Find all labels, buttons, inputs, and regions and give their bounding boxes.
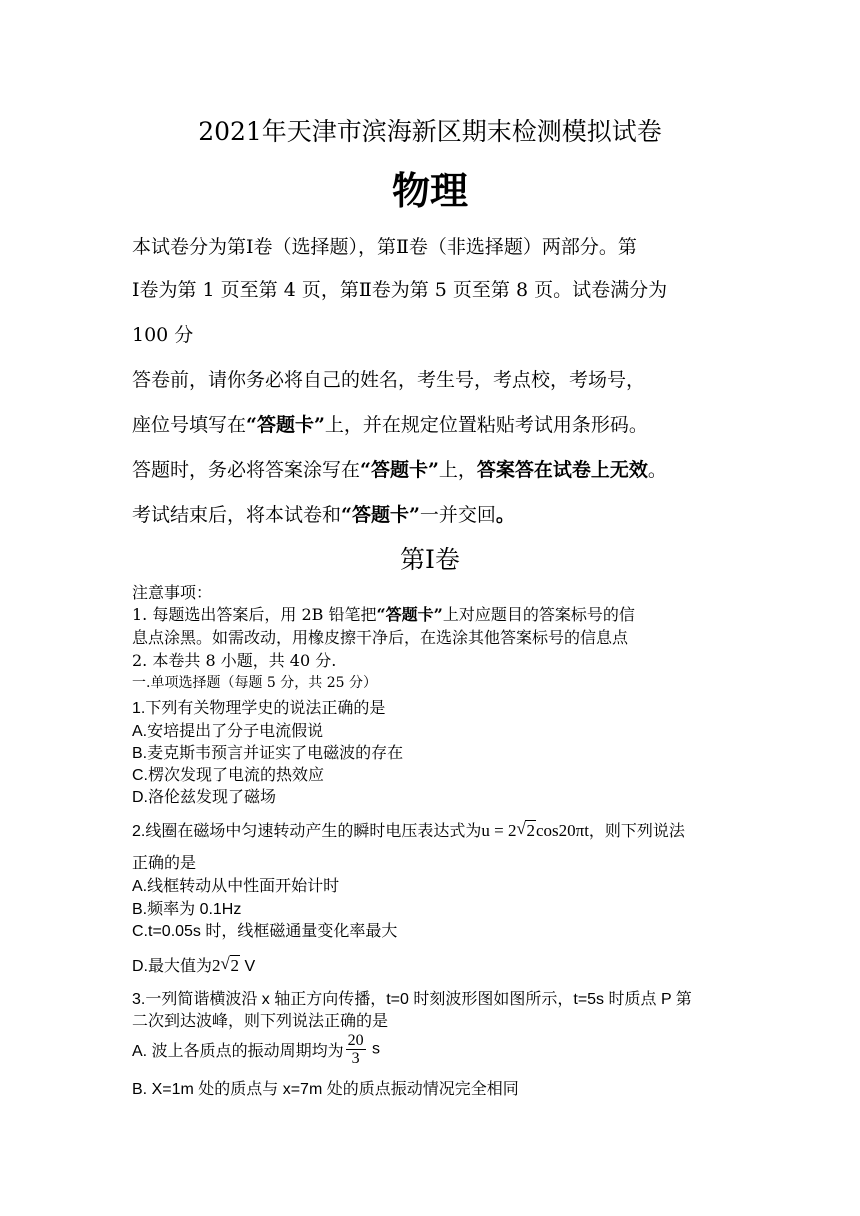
intro-line-4: 答卷前，请你务必将自己的姓名，考生号，考点校，考场号， (132, 369, 646, 391)
q2-option-b: B.频率为 0.1Hz (132, 901, 242, 918)
answer-card-term: “答题卡” (376, 605, 443, 624)
answer-card-term: “答题卡” (360, 459, 439, 481)
answer-card-term: “答题卡” (246, 414, 325, 436)
intro-line-3: 100 分 (132, 324, 194, 346)
q3-stem: 3.一列简谐横波沿 x 轴正方向传播，t=0 时刻波形图如图所示，t=5s 时质点 P 第 (132, 991, 692, 1008)
notice-title: 注意事项： (132, 583, 213, 602)
part-heading: 一.单项选择题（每题 5 分，共 25 分） (132, 675, 377, 691)
q2-formula: u = 2 √ 2cos20πt (481, 819, 589, 840)
q1-option-b: B.麦克斯韦预言并证实了电磁波的存在 (132, 745, 404, 762)
intro-text: 答题时，务必将答案涂写在 (132, 459, 361, 481)
q1-stem: 1.下列有关物理学史的说法正确的是 (132, 700, 386, 717)
intro-line-6 (132, 455, 667, 482)
q2-max-formula: 2 √ 2 (212, 954, 240, 975)
intro-line-7 (132, 500, 515, 527)
subject-heading: 物理 (391, 168, 468, 213)
q2-stem (132, 818, 685, 841)
invalid-warning: 答案答在试卷上无效 (476, 459, 648, 481)
q2-option-d: D.最大值为2 √ 2 V (132, 954, 256, 975)
intro-text: 考试结束后，将本试卷和 (132, 504, 342, 526)
sqrt-symbol: √ 2 (516, 819, 535, 840)
intro-text: 一并交回 (419, 504, 496, 526)
notice-item-1 (132, 602, 635, 625)
intro-text: 上， (438, 459, 477, 481)
q2-stem-text: 2.线圈在磁场中匀速转动产生的瞬时电压表达式为 (132, 823, 482, 840)
q2-stem-cont: 正确的是 (132, 855, 197, 872)
q1-option-d: D.洛伦兹发现了磁场 (132, 789, 277, 806)
q3-option-a: A. 波上各质点的振动周期均为 $\frac{20}{3}$ s (132, 1032, 381, 1067)
intro-text: 。 (495, 504, 515, 526)
intro-line-2: Ⅰ卷为第 1 页至第 4 页，第Ⅱ卷为第 5 页至第 8 页。试卷满分为 (132, 279, 668, 301)
notice-item-2: 2. 本卷共 8 小题，共 40 分. (132, 651, 337, 670)
q2-option-c: C.t=0.05s 时，线框磁通量变化率最大 (132, 923, 398, 940)
q2-option-a: A.线框转动从中性面开始计时 (132, 878, 340, 895)
notice-item-1-cont: 息点涂黑。如需改动，用橡皮擦干净后，在选涂其他答案标号的信息点 (132, 628, 629, 647)
q3-stem-cont: 二次到达波峰，则下列说法正确的是 (132, 1013, 389, 1030)
fraction: $\frac{20}{3}$ (347, 1032, 364, 1067)
q1-option-a: A.安培提出了分子电流假说 (132, 723, 324, 740)
intro-text: 上，并在规定位置粘贴考试用条形码。 (324, 414, 648, 436)
intro-text: 。 (647, 459, 667, 481)
sqrt-symbol: √ 2 (220, 954, 240, 975)
intro-line-1: 本试卷分为第Ⅰ卷（选择题），第Ⅱ卷（非选择题）两部分。第 (132, 236, 637, 258)
answer-card-term: “答题卡” (341, 504, 420, 526)
q1-option-c: C.楞次发现了电流的热效应 (132, 767, 325, 784)
section-title: 第Ⅰ卷 (400, 545, 460, 574)
q2-stem-text: ，则下列说法 (588, 823, 685, 840)
intro-text: 座位号填写在 (132, 414, 247, 436)
notice-text: 上对应题目的答案标号的信 (442, 605, 635, 624)
intro-line-5 (132, 410, 648, 437)
notice-text: 1. 每题选出答案后，用 2B 铅笔把 (132, 605, 377, 624)
exam-title: 2021年天津市滨海新区期末检测模拟试卷 (198, 117, 662, 146)
q3-option-b: B. X=1m 处的质点与 x=7m 处的质点振动情况完全相同 (132, 1081, 519, 1098)
